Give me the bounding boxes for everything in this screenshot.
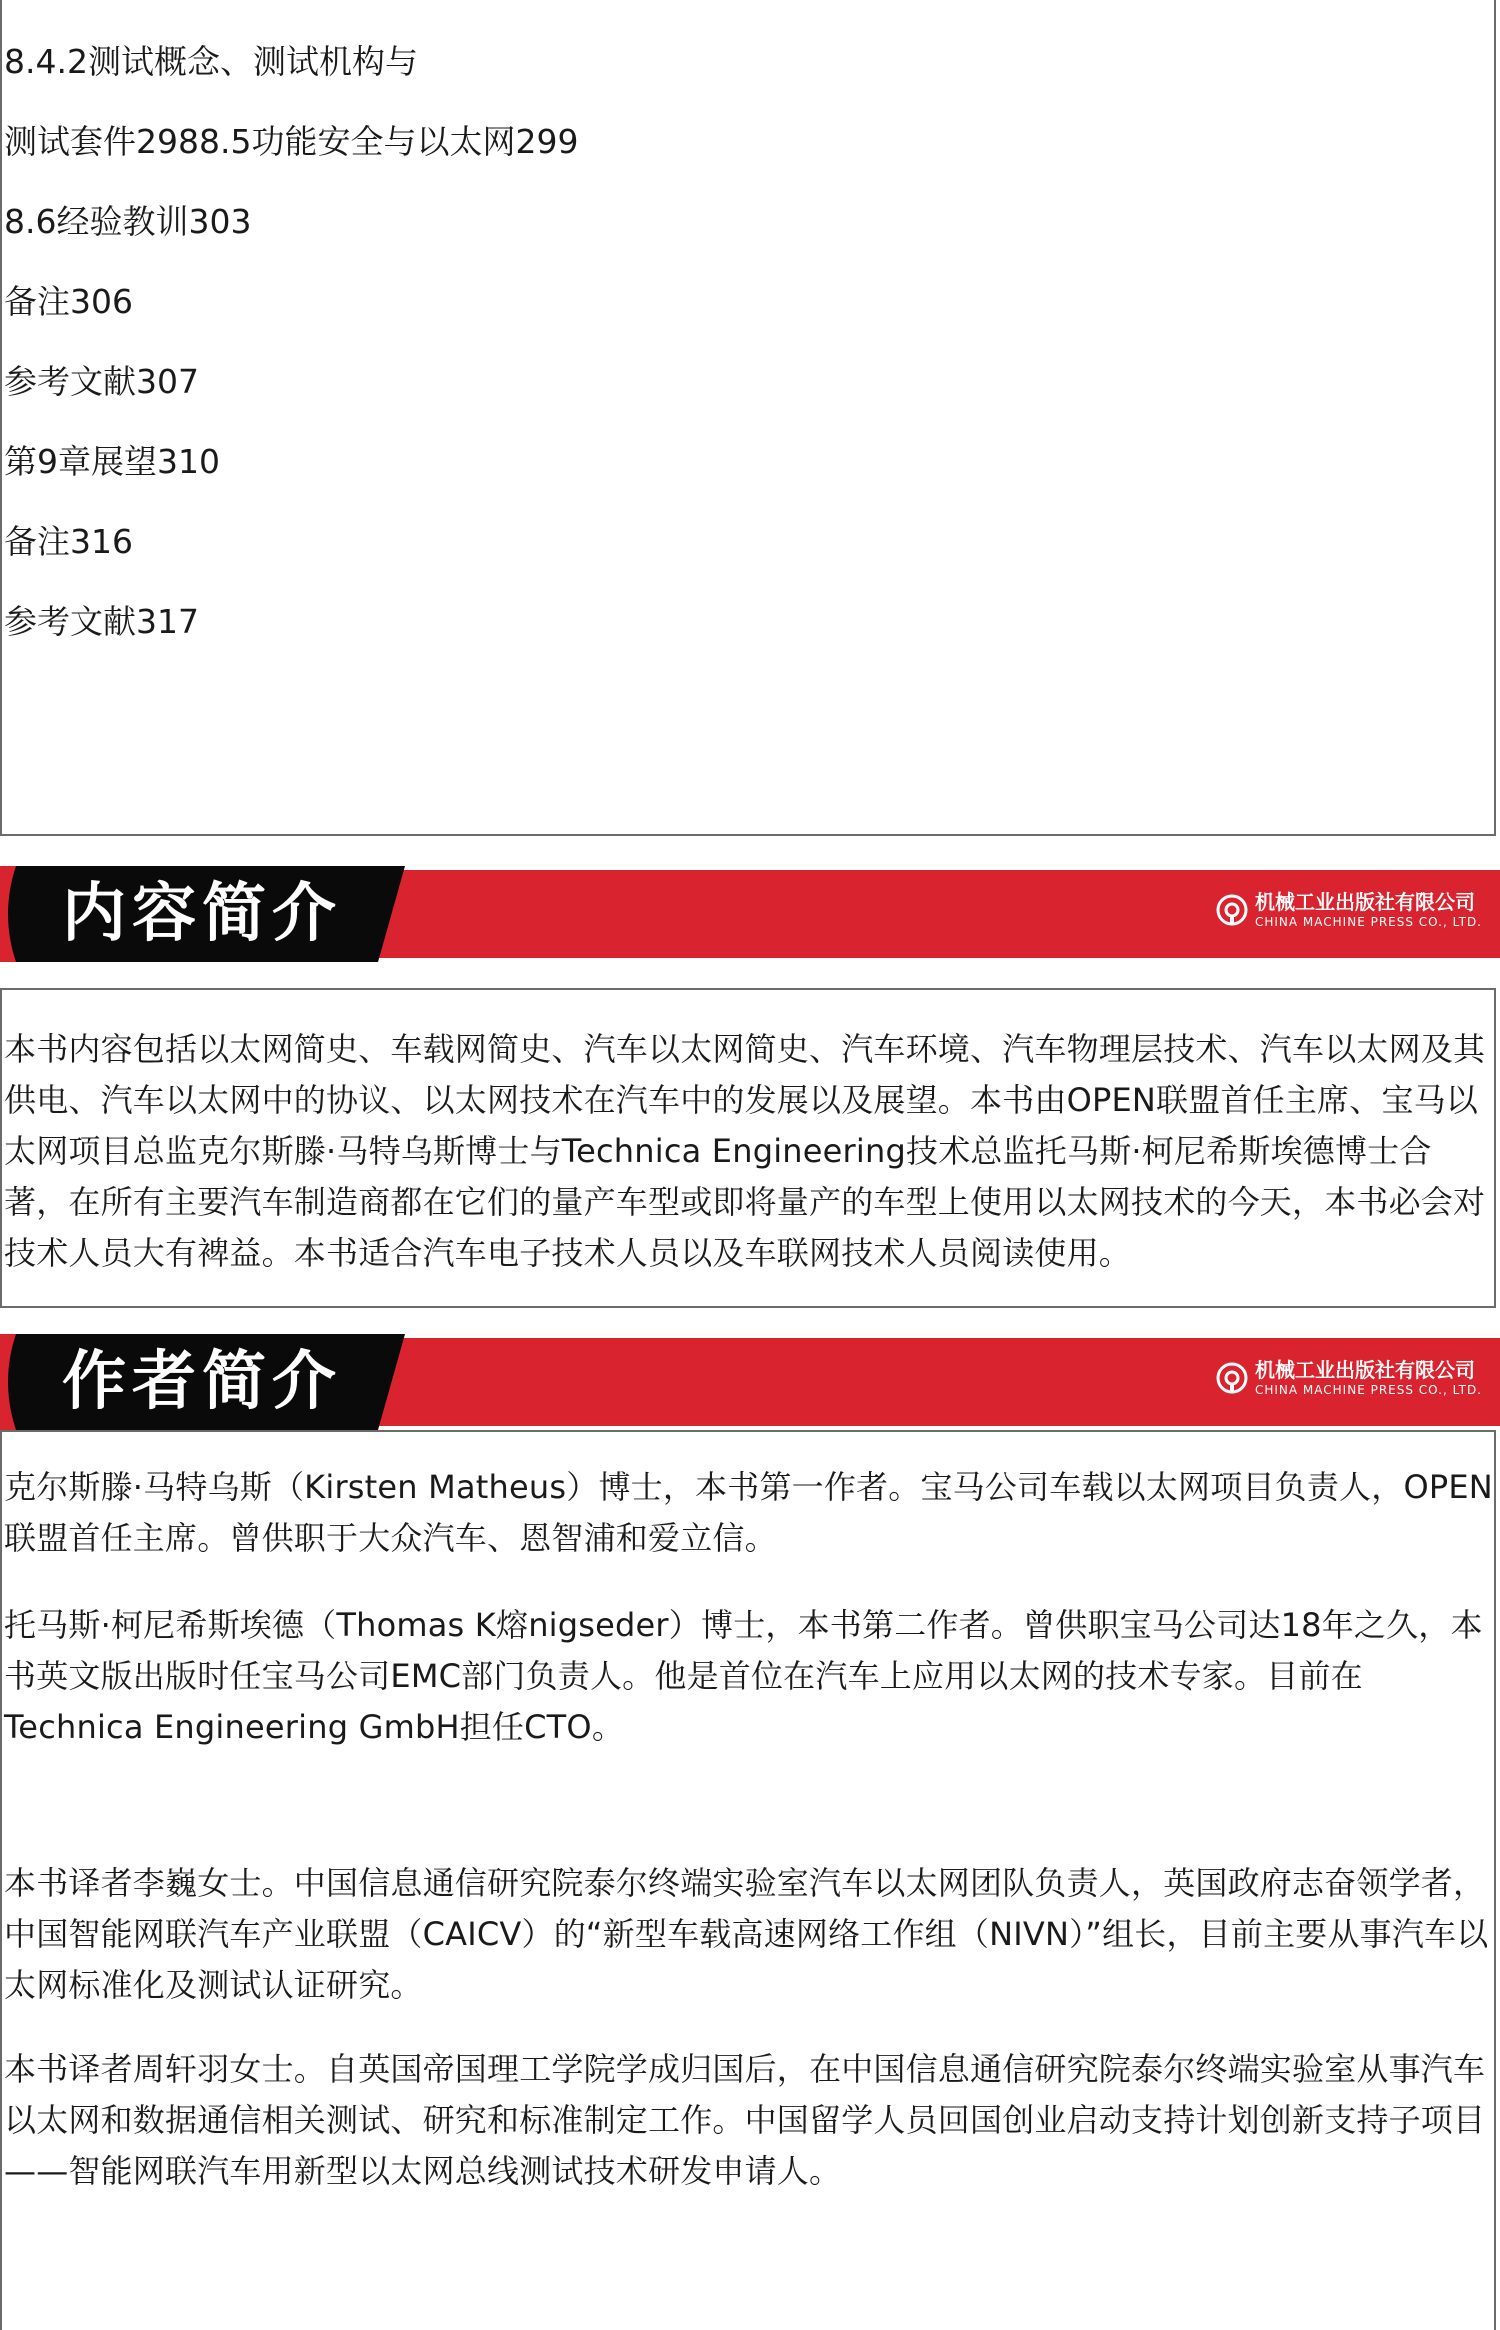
intro-text-box (0, 988, 1496, 1308)
publisher-name-cn: 机械工业出版社有限公司 (1254, 1358, 1475, 1382)
author-paragraph: 克尔斯滕·马特乌斯（Kirsten Matheus）博士，本书第一作者。宝马公司车载以太网项目负责人，OPEN联盟首任主席。曾供职于大众汽车、恩智浦和爱立信。 (4, 1468, 1493, 1557)
publisher-logo (1215, 1360, 1482, 1396)
publisher-logo (1215, 892, 1482, 928)
toc-item: 备注316 (4, 522, 133, 561)
publisher-name-en: CHINA MACHINE PRESS CO., LTD. (1254, 1383, 1482, 1397)
toc-item: 第9章展望310 (4, 442, 220, 481)
toc-item: 备注306 (4, 282, 133, 321)
intro-paragraph: 本书内容包括以太网简史、车载网简史、汽车以太网简史、汽车环境、汽车物理层技术、汽车以太网及其供电、汽车以太网中的协议、以太网技术在汽车中的发展以及展望。本书由OPEN联盟首任主席、宝马以太网项目总监克尔斯滕·马特乌斯博士与Technica Engineering技术总监托马斯·柯尼希斯埃德博士合著，在所有主要汽车制造商都在它们的量产车型或即将量产的车型上使用以太网技术的今天，本书必会对技术人员大有裨益。本书适合汽车电子技术人员以及车联网技术人员阅读使用。 (4, 1030, 1486, 1272)
intro-section-banner (0, 866, 1500, 962)
publisher-name-cn: 机械工业出版社有限公司 (1254, 890, 1475, 914)
toc-item: 8.6经验教训303 (4, 202, 252, 241)
author-section-banner (0, 1334, 1500, 1430)
toc-item: 8.4.2测试概念、测试机构与 (4, 42, 418, 81)
intro-section-title: 内容简介 (62, 876, 342, 951)
publisher-name-en: CHINA MACHINE PRESS CO., LTD. (1254, 915, 1482, 929)
toc-box (0, 0, 1496, 836)
translator-paragraph: 本书译者周轩羽女士。自英国帝国理工学院学成归国后，在中国信息通信研究院泰尔终端实验室从事汽车以太网和数据通信相关测试、研究和标准制定工作。中国留学人员回国创业启动支持计划创新支持子项目——智能网联汽车用新型以太网总线测试技术研发申请人。 (4, 2050, 1486, 2190)
author-section-title: 作者简介 (62, 1344, 342, 1419)
author-paragraph: 托马斯·柯尼希斯埃德（Thomas K熔nigseder）博士，本书第二作者。曾供职宝马公司达18年之久，本书英文版出版时任宝马公司EMC部门负责人。他是首位在汽车上应用以太网的技术专家。目前在Technica Engineering GmbH担任CTO。 (4, 1606, 1483, 1746)
publisher-emblem-icon (1215, 1361, 1249, 1395)
translator-paragraph: 本书译者李巍女士。中国信息通信研究院泰尔终端实验室汽车以太网团队负责人，英国政府志奋领学者，中国智能网联汽车产业联盟（CAICV）的“新型车载高速网络工作组（NIVN）”组长，目前主要从事汽车以太网标准化及测试认证研究。 (4, 1864, 1489, 2004)
toc-item: 测试套件2988.5功能安全与以太网299 (4, 122, 579, 161)
author-text-box (0, 1430, 1496, 2330)
toc-item: 参考文献317 (4, 602, 199, 641)
toc-item: 参考文献307 (4, 362, 199, 401)
publisher-emblem-icon (1215, 893, 1249, 927)
